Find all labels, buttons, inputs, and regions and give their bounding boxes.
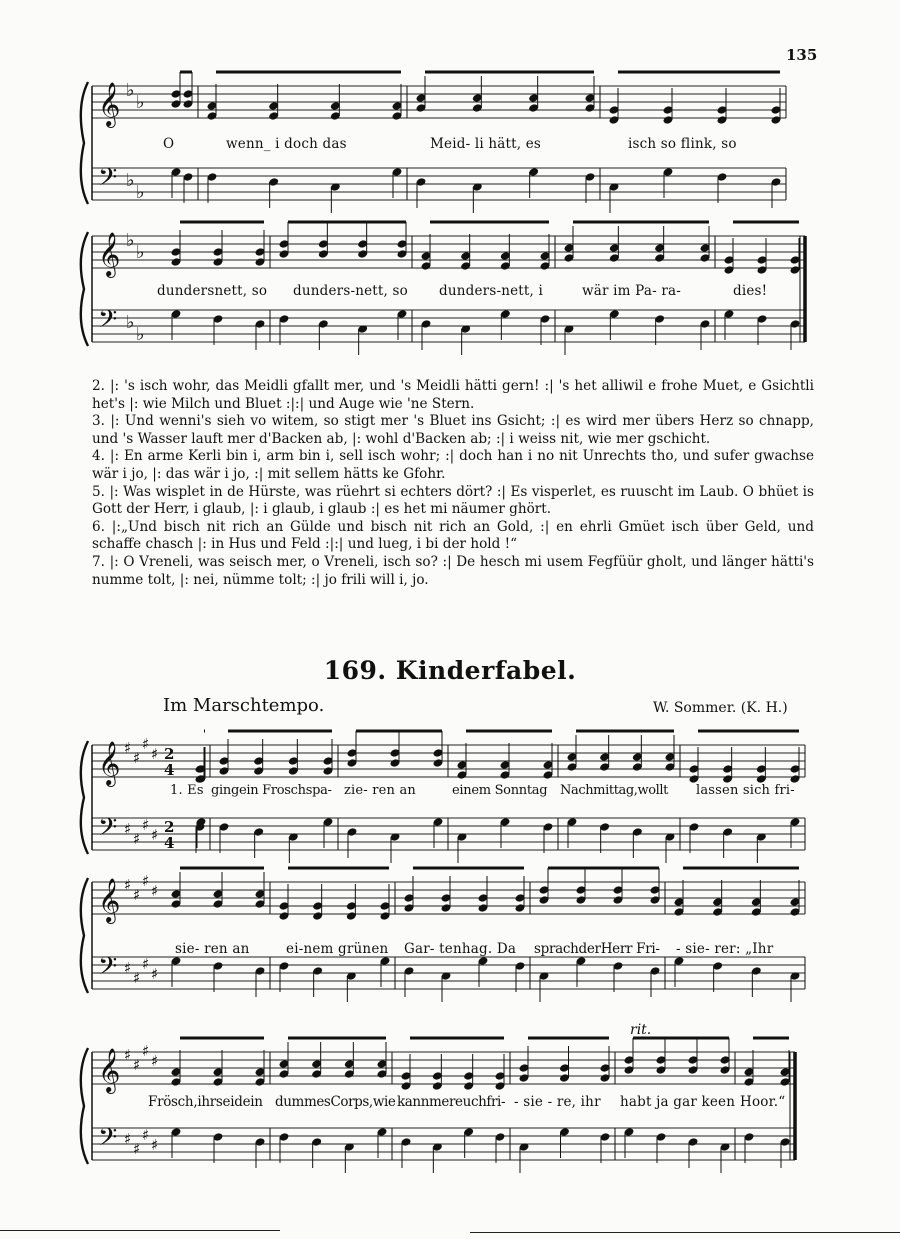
system-5-treble-clef-icon: 𝄞 [98,1048,121,1092]
system-4-treble-clef-icon: 𝄞 [98,878,121,922]
lyric-s2-l3-3: - sie - re, ihr [514,1094,601,1110]
system-4-key-sharp-icon: ♯ [142,872,150,890]
system-2-key-flat-icon: ♭ [126,230,135,251]
lyric-s2-l1-5: lassen sich fri- [696,783,795,798]
lyric-s2-l1-3: einem Sonntag [452,783,548,798]
system-4-key-sharp-icon: ♯ [151,965,159,983]
system-5-bass-clef-icon: 𝄢 [98,1123,118,1158]
lyric-s1-l1-1: wenn_ i doch das [226,136,347,152]
lyric-s2-l3-1: dummesCorps,wie [275,1094,396,1110]
system-3-time-sig-icon: 4 [164,761,175,779]
lyric-s2-l3-2: kannmereuchfri- [397,1094,506,1110]
system-4-key-sharp-icon: ♯ [133,886,141,904]
system-4-key-sharp-icon: ♯ [142,955,150,973]
verse-6: 6. |:„Und bisch nit rich an Gülde und bisch nit rich an Gold, :| en ehrli Gmüet isch über Geld, und schaffe chasch |: in Hus und Feld :|:| und lueg, i bi der hold !“ [92,518,814,553]
system-3-key-sharp-icon: ♯ [133,749,141,767]
system-3-key-sharp-icon: ♯ [142,735,150,753]
system-1-key-flat-icon: ♭ [136,182,145,203]
system-3-key-sharp-icon: ♯ [133,830,141,848]
page-number: 135 [786,46,818,64]
lyric-s1-l1-3: isch so flink, so [628,136,737,152]
system-2-key-flat-icon: ♭ [136,324,145,345]
verses-block [92,378,814,589]
system-3-key-sharp-icon: ♯ [151,826,159,844]
system-2-treble-clef-icon: 𝄞 [98,232,121,276]
lyric-s2-l2-3: sprachderHerr Fri- [534,941,660,957]
lyric-s1-l2-3: wär im Pa- ra- [582,283,682,299]
system-2-bass-clef-icon: 𝄢 [98,305,118,340]
composer-credit: W. Sommer. (K. H.) [653,700,788,716]
lyric-s2-l2-2: Gar- tenhag. Da [404,941,517,957]
song-title: 169. Kinderfabel. [323,656,577,685]
system-4-key-sharp-icon: ♯ [124,876,132,894]
bottom-rule-right [470,1232,900,1233]
system-2-key-flat-icon: ♭ [126,312,135,333]
lyric-s2-l1-0: 1. Es [170,783,204,798]
verse-5: 5. |: Was wisplet in de Hürste, was rüehrt si echters dört? :| Es visperlet, es ruuscht im Laub. O bhüet is Gott der Herr, i glaub, |: i glaub, i glaub :| es het mi näumer ghört. [92,483,814,518]
system-5-key-sharp-icon: ♯ [124,1046,132,1064]
lyric-s1-l2-1: dunders-nett, so [293,283,408,299]
system-5-key-sharp-icon: ♯ [142,1042,150,1060]
lyric-s2-l3-0: Frösch,ihrseidein [148,1094,263,1110]
tempo-marking: Im Marschtempo. [163,695,325,716]
system-5-key-sharp-icon: ♯ [133,1056,141,1074]
system-3-key-sharp-icon: ♯ [151,745,159,763]
system-1-bass-clef-icon: 𝄢 [98,163,118,198]
system-1-treble-clef-icon: 𝄞 [98,82,121,126]
system-3-key-sharp-icon: ♯ [142,816,150,834]
lyric-s2-l2-1: ei-nem grünen [286,941,389,957]
system-4-key-sharp-icon: ♯ [124,959,132,977]
lyric-s2-l1-2: zie- ren an [344,783,416,798]
lyric-s2-l3-4: habt ja gar keen [620,1094,736,1110]
system-1-key-flat-icon: ♭ [136,92,145,113]
system-1-key-flat-icon: ♭ [126,170,135,191]
bottom-rule-left [0,1230,280,1231]
system-5-brace [81,1048,88,1164]
system-3-brace [81,741,88,854]
system-5-key-sharp-icon: ♯ [151,1052,159,1070]
verse-2: 2. |: 's isch wohr, das Meidli gfallt mer, und 's Meidli hätti gern! :| 's het alliwil e frohe Muet, e Gsichtli het's |: wie Milch und Bluet :|:| und Auge wie 'ne Stern. [92,378,814,412]
system-3-time-sig-icon: 2 [164,818,175,836]
lyric-s1-l1-2: Meid- li hätt, es [430,136,542,152]
verse-4: 4. |: En arme Kerli bin i, arm bin i, sell isch wohr; :| doch han i no nit Unrechts tho, und sufer gwachse wär i jo, |: das wär i jo, :| mit sellem hätts ke Gfohr. [92,448,814,482]
system-3-bass-clef-icon: 𝄢 [98,813,118,848]
system-2-key-flat-icon: ♭ [136,242,145,263]
lyric-s1-l2-0: dundersnett, so [157,283,268,299]
lyric-s1-l2-2: dunders-nett, i [439,283,544,299]
lyric-s2-l3-5: Hoor.“ [740,1094,786,1110]
system-3-time-sig-icon: 4 [164,834,175,852]
lyric-s2-l2-0: sie- ren an [175,941,250,957]
system-1-key-flat-icon: ♭ [126,80,135,101]
lyric-s2-l1-1: gingein Froschspa- [211,783,332,798]
system-5-key-sharp-icon: ♯ [151,1136,159,1154]
system-5-key-sharp-icon: ♯ [133,1140,141,1158]
system-4-key-sharp-icon: ♯ [151,882,159,900]
system-4-brace [81,878,88,993]
ritardando-marking: rit. [630,1022,652,1038]
lyric-s1-l2-4: dies! [733,283,768,299]
system-3-key-sharp-icon: ♯ [124,739,132,757]
system-3-key-sharp-icon: ♯ [124,820,132,838]
system-5-key-sharp-icon: ♯ [124,1130,132,1148]
system-5-key-sharp-icon: ♯ [142,1126,150,1144]
system-3-treble-clef-icon: 𝄞 [98,741,121,785]
lyric-s2-l2-4: - sie- rer: „Ihr [676,941,774,957]
lyric-s1-l1-0: O [163,136,175,152]
verse-3: 3. |: Und wenni's sieh vo witem, so stigt mer 's Bluet ins Gsicht; :| es wird mer übers Herz so chnapp, und 's Wasser lauft mer d'Backen ab, |: wohl d'Backen ab; :| i weiss nit, wie mer gschicht. [92,413,814,447]
lyric-s2-l1-4: Nachmittag,wollt [560,783,669,798]
system-2-brace [81,232,88,346]
verse-7: 7. |: O Vreneli, was seisch mer, o Vreneli, isch so? :| De hesch mi usem Fegfüür gholt, und länger hätti's numme tolt, |: nei, nümme tolt; :| jo frili will i, jo. [92,553,814,588]
system-1-brace [81,82,88,204]
system-4-bass-clef-icon: 𝄢 [98,952,118,987]
system-3-time-sig-icon: 2 [164,745,175,763]
system-4-key-sharp-icon: ♯ [133,969,141,987]
